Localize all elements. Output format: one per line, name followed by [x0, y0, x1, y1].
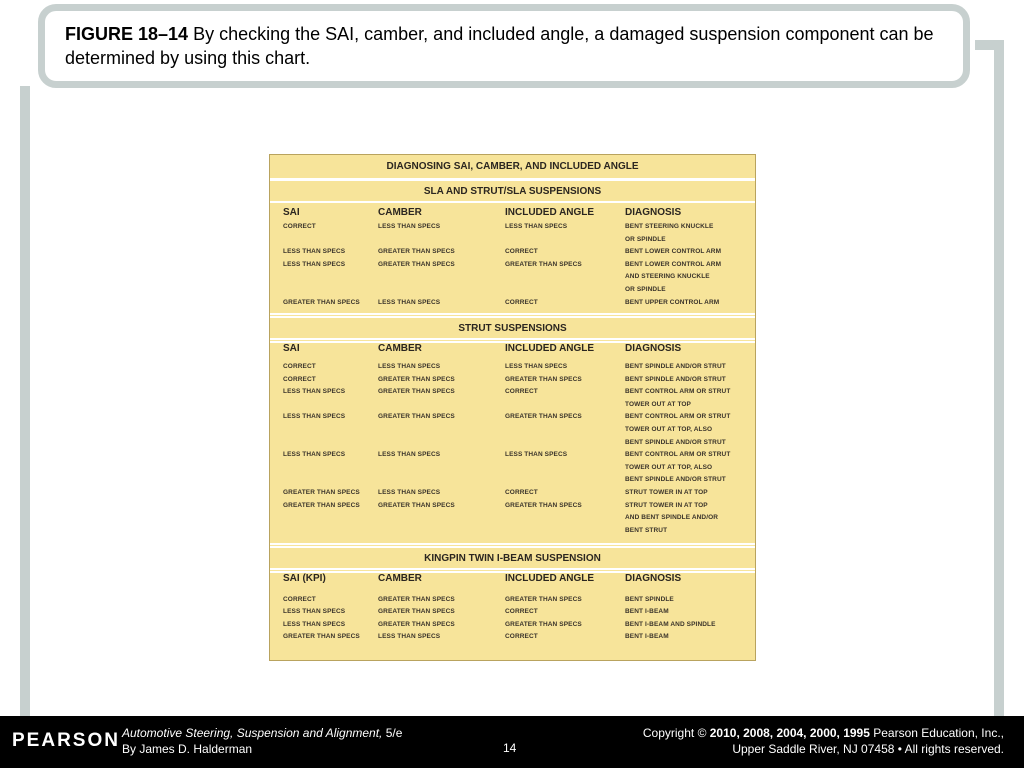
table-cell: BENT SPINDLE — [625, 596, 674, 603]
book-info — [122, 725, 402, 757]
column-header: DIAGNOSIS — [625, 207, 682, 218]
table-cell: TOWER OUT AT TOP — [625, 400, 691, 408]
table-cell: LESS THAN SPECS — [283, 248, 346, 256]
table-cell: GREATER THAN SPECS — [378, 260, 455, 268]
table-cell: AND BENT SPINDLE AND/OR — [625, 514, 719, 522]
table-cell: BENT LOWER CONTROL ARM — [625, 260, 722, 268]
book-author: By James D. Halderman — [122, 742, 253, 756]
table-cell: LESS THAN SPECS — [378, 298, 441, 306]
column-header: DIAGNOSIS — [625, 573, 682, 584]
table-cell: GREATER THAN SPECS — [378, 501, 455, 509]
table-cell: GREATER THAN SPECS — [283, 298, 360, 306]
table-cell: GREATER THAN SPECS — [283, 489, 360, 496]
table-cell: CORRECT — [283, 375, 316, 383]
column-header: CAMBER — [378, 207, 422, 218]
table-cell: BENT LOWER CONTROL ARM — [625, 248, 722, 256]
table-cell: LESS THAN SPECS — [378, 451, 441, 459]
table-cell: BENT I-BEAM AND SPINDLE — [625, 620, 716, 628]
table-cell: LESS THAN SPECS — [505, 363, 568, 370]
figure-label: FIGURE 18–14 — [65, 24, 189, 44]
section-divider — [270, 313, 755, 315]
column-header: CAMBER — [378, 573, 422, 584]
table-cell: AND STEERING KNUCKLE — [625, 273, 710, 281]
table-cell: BENT SPINDLE AND/OR STRUT — [625, 375, 726, 383]
table-cell: LESS THAN SPECS — [283, 260, 346, 268]
table-cell: GREATER THAN SPECS — [378, 413, 455, 421]
book-edition: 5/e — [382, 726, 403, 740]
table-cell: TOWER OUT AT TOP, ALSO — [625, 463, 713, 471]
section-title: SLA AND STRUT/SLA SUSPENSIONS — [270, 179, 755, 203]
table-cell: TOWER OUT AT TOP, ALSO — [625, 426, 713, 433]
column-header: CAMBER — [378, 343, 422, 354]
section-divider — [270, 341, 755, 343]
column-header: INCLUDED ANGLE — [505, 573, 595, 584]
table-cell: LESS THAN SPECS — [505, 223, 568, 230]
table-cell: BENT STRUT — [625, 526, 668, 534]
figure-description: By checking the SAI, camber, and included angle, a damaged suspension component can be determined by using this chart. — [65, 24, 934, 68]
section-title: STRUT SUSPENSIONS — [270, 316, 755, 340]
caption-box — [38, 4, 970, 88]
table-cell: CORRECT — [283, 596, 316, 603]
table-cell: GREATER THAN SPECS — [378, 620, 455, 628]
table-cell: CORRECT — [505, 298, 538, 306]
table-cell: LESS THAN SPECS — [283, 451, 346, 459]
chart-title: DIAGNOSING SAI, CAMBER, AND INCLUDED ANGLE — [270, 155, 755, 180]
table-cell: GREATER THAN SPECS — [505, 260, 582, 268]
pearson-logo: PEARSON — [12, 730, 120, 751]
column-header: SAI — [283, 207, 300, 218]
table-cell: LESS THAN SPECS — [378, 363, 441, 370]
frame-right-bar — [994, 40, 1004, 716]
table-cell: LESS THAN SPECS — [378, 633, 441, 641]
diagnosis-chart — [269, 154, 756, 661]
table-cell: LESS THAN SPECS — [378, 489, 441, 496]
copyright-notice — [643, 725, 1004, 757]
copyright-prefix: Copyright © — [642, 726, 710, 740]
table-cell: GREATER THAN SPECS — [505, 501, 582, 509]
table-cell: BENT I-BEAM — [625, 633, 669, 641]
table-cell: CORRECT — [505, 248, 538, 256]
table-cell: BENT SPINDLE AND/OR STRUT — [625, 363, 726, 370]
column-header: SAI (KPI) — [283, 573, 326, 584]
table-cell: STRUT TOWER IN AT TOP — [625, 489, 708, 496]
table-cell: CORRECT — [505, 633, 538, 641]
column-header: SAI — [283, 343, 300, 354]
table-cell: GREATER THAN SPECS — [378, 608, 455, 616]
table-cell: GREATER THAN SPECS — [505, 413, 582, 421]
table-cell: LESS THAN SPECS — [378, 223, 441, 230]
table-cell: GREATER THAN SPECS — [283, 501, 360, 509]
table-cell: CORRECT — [283, 223, 316, 230]
table-cell: CORRECT — [505, 388, 538, 396]
table-cell: BENT I-BEAM — [625, 608, 669, 616]
table-cell: BENT CONTROL ARM OR STRUT — [625, 388, 731, 396]
section-divider — [270, 543, 755, 545]
table-cell: BENT SPINDLE AND/OR STRUT — [625, 476, 726, 484]
frame-left-bar — [20, 86, 30, 716]
table-cell: BENT UPPER CONTROL ARM — [625, 298, 720, 306]
table-cell: LESS THAN SPECS — [505, 451, 568, 459]
table-cell: LESS THAN SPECS — [283, 388, 346, 396]
table-cell: BENT SPINDLE AND/OR STRUT — [625, 438, 726, 446]
table-cell: STRUT TOWER IN AT TOP — [625, 501, 708, 509]
book-title: Automotive Steering, Suspension and Alignment, — [122, 726, 383, 740]
table-cell: GREATER THAN SPECS — [505, 620, 582, 628]
table-cell: LESS THAN SPECS — [283, 413, 346, 421]
copyright-years: 2010, 2008, 2004, 2000, 1995 — [709, 726, 870, 740]
table-cell: BENT CONTROL ARM OR STRUT — [625, 413, 731, 421]
column-header: INCLUDED ANGLE — [505, 207, 595, 218]
copyright-suffix: Pearson Education, Inc., — [869, 726, 1004, 740]
table-cell: GREATER THAN SPECS — [378, 248, 455, 256]
section-divider — [270, 571, 755, 573]
table-cell: CORRECT — [283, 363, 316, 370]
column-header: INCLUDED ANGLE — [505, 343, 595, 354]
table-cell: BENT CONTROL ARM OR STRUT — [625, 451, 731, 459]
table-cell: GREATER THAN SPECS — [378, 388, 455, 396]
table-cell: CORRECT — [505, 608, 538, 616]
table-cell: GREATER THAN SPECS — [505, 596, 582, 603]
table-cell: GREATER THAN SPECS — [283, 633, 360, 641]
table-cell: LESS THAN SPECS — [283, 620, 346, 628]
table-cell: OR SPINDLE — [625, 286, 666, 293]
table-cell: BENT STEERING KNUCKLE — [625, 223, 714, 230]
table-cell: GREATER THAN SPECS — [505, 375, 582, 383]
page-number: 14 — [503, 741, 517, 755]
table-cell: OR SPINDLE — [625, 235, 666, 243]
figure-caption — [65, 22, 943, 70]
copyright-address: Upper Saddle River, NJ 07458 • All rights reserved. — [732, 742, 1004, 756]
section-title: KINGPIN TWIN I-BEAM SUSPENSION — [270, 546, 755, 570]
table-cell: LESS THAN SPECS — [283, 608, 346, 616]
table-cell: GREATER THAN SPECS — [378, 596, 455, 603]
table-cell: CORRECT — [505, 489, 538, 496]
column-header: DIAGNOSIS — [625, 343, 682, 354]
table-cell: GREATER THAN SPECS — [378, 375, 455, 383]
footer-bar — [0, 716, 1024, 768]
